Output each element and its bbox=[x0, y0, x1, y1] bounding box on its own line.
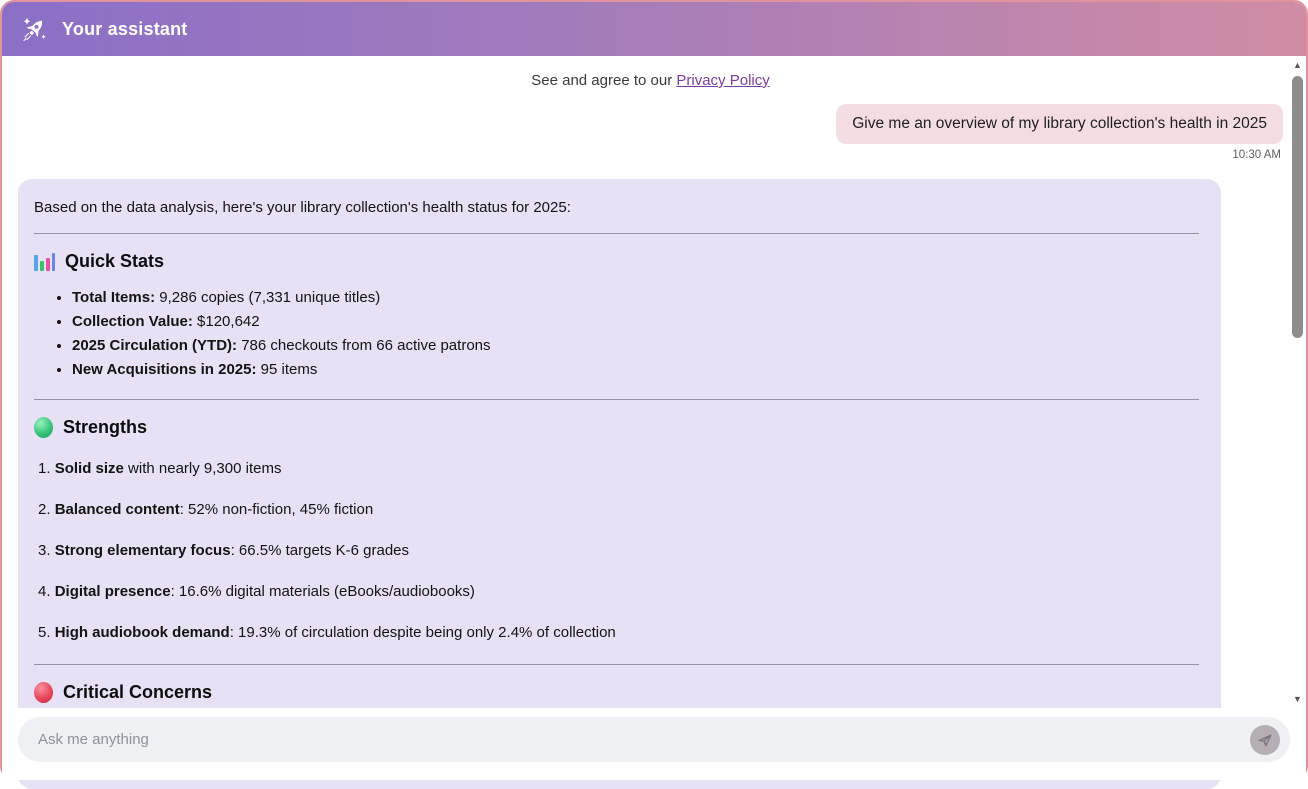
section-title-label: Strengths bbox=[63, 417, 148, 437]
section-title bbox=[34, 682, 1207, 703]
user-message-bubble: Give me an overview of my library collection's health in 2025 bbox=[836, 104, 1283, 144]
red-circle-icon bbox=[34, 682, 53, 703]
section-title-label: Quick Stats bbox=[65, 251, 165, 271]
send-icon bbox=[1256, 731, 1274, 749]
list-item: 3. Strong elementary focus: 66.5% targets K-6 grades bbox=[38, 542, 410, 559]
assistant-title: Your assistant bbox=[62, 18, 188, 39]
message-input[interactable] bbox=[18, 717, 1290, 762]
stat-item: • 2025 Circulation (YTD): 786 checkouts from 66 active patrons bbox=[72, 334, 1207, 358]
message-timestamp: 10:30 AM bbox=[1232, 149, 1281, 161]
green-circle-icon bbox=[34, 417, 53, 438]
stats-list bbox=[32, 286, 1207, 382]
scroll-down-arrow[interactable]: ▼ bbox=[1293, 694, 1302, 704]
stat-item: • Total Items: 9,286 copies (7,331 unique titles) bbox=[72, 286, 1207, 310]
scrollbar bbox=[1290, 58, 1305, 706]
section-title-label: Critical Concerns bbox=[63, 682, 213, 702]
input-row bbox=[2, 708, 1306, 780]
scrollbar-thumb[interactable] bbox=[1292, 76, 1303, 338]
list-item: 2. Balanced content: 52% non-fiction, 45% fiction bbox=[38, 501, 374, 518]
section-title bbox=[34, 251, 1207, 272]
assistant-sections bbox=[32, 233, 1207, 744]
bar-chart-icon bbox=[34, 251, 55, 272]
user-message-row bbox=[18, 104, 1283, 144]
rocket-icon bbox=[18, 12, 52, 46]
section-divider bbox=[34, 664, 1199, 665]
assistant-intro: Based on the data analysis, here's your library collection's health status for 2025: bbox=[34, 199, 571, 216]
list-item: 5. High audiobook demand: 19.3% of circulation despite being only 2.4% of collection bbox=[38, 624, 616, 641]
assistant-message-bubble bbox=[18, 179, 1221, 789]
list-item: 1. Solid size with nearly 9,300 items bbox=[38, 460, 282, 477]
privacy-notice bbox=[18, 70, 1283, 89]
stat-item: • New Acquisitions in 2025: 95 items bbox=[72, 358, 1207, 382]
section-divider bbox=[34, 399, 1199, 400]
privacy-notice-text: See and agree to our bbox=[531, 72, 673, 89]
section-title bbox=[34, 417, 1207, 438]
chat-area bbox=[2, 56, 1306, 708]
messages-scroll[interactable] bbox=[18, 56, 1290, 708]
header bbox=[2, 2, 1306, 56]
list-item: 4. Digital presence: 16.6% digital materials (eBooks/audiobooks) bbox=[38, 583, 475, 600]
send-button[interactable] bbox=[1250, 725, 1280, 755]
section-divider bbox=[34, 233, 1199, 234]
stat-item: • Collection Value: $120,642 bbox=[72, 310, 1207, 334]
privacy-policy-link[interactable]: Privacy Policy bbox=[676, 72, 770, 89]
scroll-up-arrow[interactable]: ▲ bbox=[1293, 60, 1302, 70]
